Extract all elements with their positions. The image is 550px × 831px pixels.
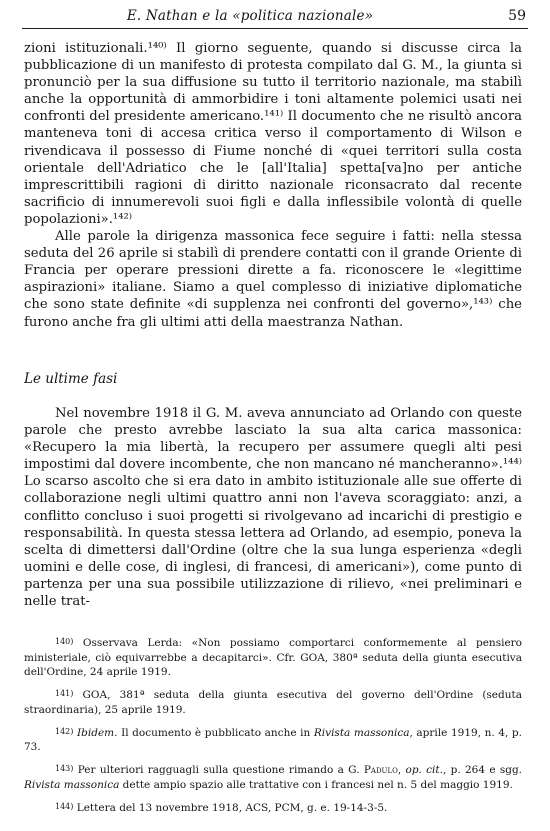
footnote-text: dette ampio spazio alle trattative con i francesi nel n. 5 del maggio 1919. [119, 778, 513, 791]
footnote-journal-title: Rivista massonica [313, 726, 410, 739]
page-number: 59 [508, 8, 526, 24]
paragraph: zioni istituzionali.¹⁴⁰⁾ Il giorno seguente, quando si discusse circa la pubblicazione di un manifesto di protesta compilato dal G. M., la giunta si pronunciò per la sua diffusione su tutto il territorio nazionale, ma stabilì anche la opportunità di ammorbidire i toni altamente polemici usati nei confronti del presidente americano.¹⁴¹⁾ Il documento che ne risultò ancora manteneva toni di accesa critica verso il comportamento di Wilson e rivendicava il possesso di Fiume nonché di «quei territori sulla costa orientale dell'Adriatico che le [all'Italia] spetta[va]no per antiche imprescrittibili ragioni di diritto nazionale riconsacrato dal recente sacrificio di innumerevoli suoi figli e dalla inflessibile volontà di quelle popolazioni».¹⁴²⁾ [24, 41, 522, 227]
header-rule [22, 28, 528, 29]
footnote-text: , aprile 1919, n. 4, p. 73. [24, 726, 522, 754]
footnote-number: 144) [55, 801, 74, 811]
footnote-text: , p. 264 e sgg. [442, 764, 522, 777]
footnote-author: Padulo [363, 764, 398, 777]
footnote-italic: Ibidem. [77, 726, 118, 739]
footnote-journal-title: Rivista massonica [24, 778, 120, 791]
footnote-143 [24, 763, 522, 792]
footnote-140 [24, 636, 522, 680]
footnote-italic: op. cit. [405, 764, 443, 777]
footnote-144 [24, 801, 522, 816]
footnote-141 [24, 688, 522, 717]
footnote-number: 142) [55, 726, 74, 736]
footnotes [24, 636, 522, 823]
footnote-text: Osservava Lerda: «Non possiamo comportarci conformemente al pensiero ministeriale, ciò equivarrebbe a decapitarci». Cfr. GOA, 380ª seduta della giunta esecutiva dell'Ordine, 24 aprile 1919. [24, 637, 522, 679]
body-text-lower [24, 405, 522, 610]
paragraph: Alle parole la dirigenza massonica fece seguire i fatti: nella stessa seduta del 26 aprile si stabilì di prendere contatti con il grande Oriente di Francia per operare pressioni dirette a fa. riconoscere le «legittime aspirazioni» italiane. Siamo a quel complesso di iniziative diplomatiche che sono state definite «di supplenza nei confronti del governo»,¹⁴³⁾ che furono anche fra gli ultimi atti della maestranza Nathan. [24, 229, 522, 330]
footnote-number: 143) [55, 764, 74, 774]
footnote-number: 141) [55, 689, 74, 699]
footnote-number: 140) [55, 637, 74, 646]
section-title: Le ultime fasi [24, 371, 118, 387]
footnote-text: GOA, 381ª seduta della giunta esecutiva del governo dell'Ordine (seduta straordinaria), 25 aprile 1919. [24, 689, 522, 716]
paragraph: Nel novembre 1918 il G. M. aveva annunciato ad Orlando con queste parole che presto avrebbe lasciato la sua alta carica massonica: «Recupero la mia libertà, la recupero per assumere quegli alti pesi impostimi dal dovere incombente, che non mancano né mancheranno».¹⁴⁴⁾ Lo scarso ascolto che si era dato in ambito istituzionale alle sue offerte di collaborazione negli ultimi quattro anni non l'aveva scoraggiato: anzi, a conflitto concluso i suoi progetti si rivolgevano ad incarichi di prestigio e responsabilità. In questa stessa lettera ad Orlando, ad esempio, poneva la scelta di dimettersi dall'Ordine (oltre che la sua lunga esperienza «degli uomini e delle cose, di inglesi, di francesi, di americani»), come punto di partenza per una sua possibile utilizzazione di rilievo, «nei preliminari e nelle trat- [24, 406, 522, 610]
body-text-upper [24, 40, 522, 331]
footnote-text: Il documento è pubblicato anche in [117, 726, 314, 739]
footnote-text: Lettera del 13 novembre 1918, ACS, PCM, g. e. 19-14-3-5. [76, 801, 388, 814]
running-head: E. Nathan e la «politica nazionale» [126, 8, 374, 24]
footnote-142 [24, 726, 522, 755]
footnote-text: Per ulteriori ragguagli sulla questione rimando a G. [77, 764, 364, 777]
page-header [22, 6, 528, 30]
footnote-text: , [397, 764, 406, 777]
